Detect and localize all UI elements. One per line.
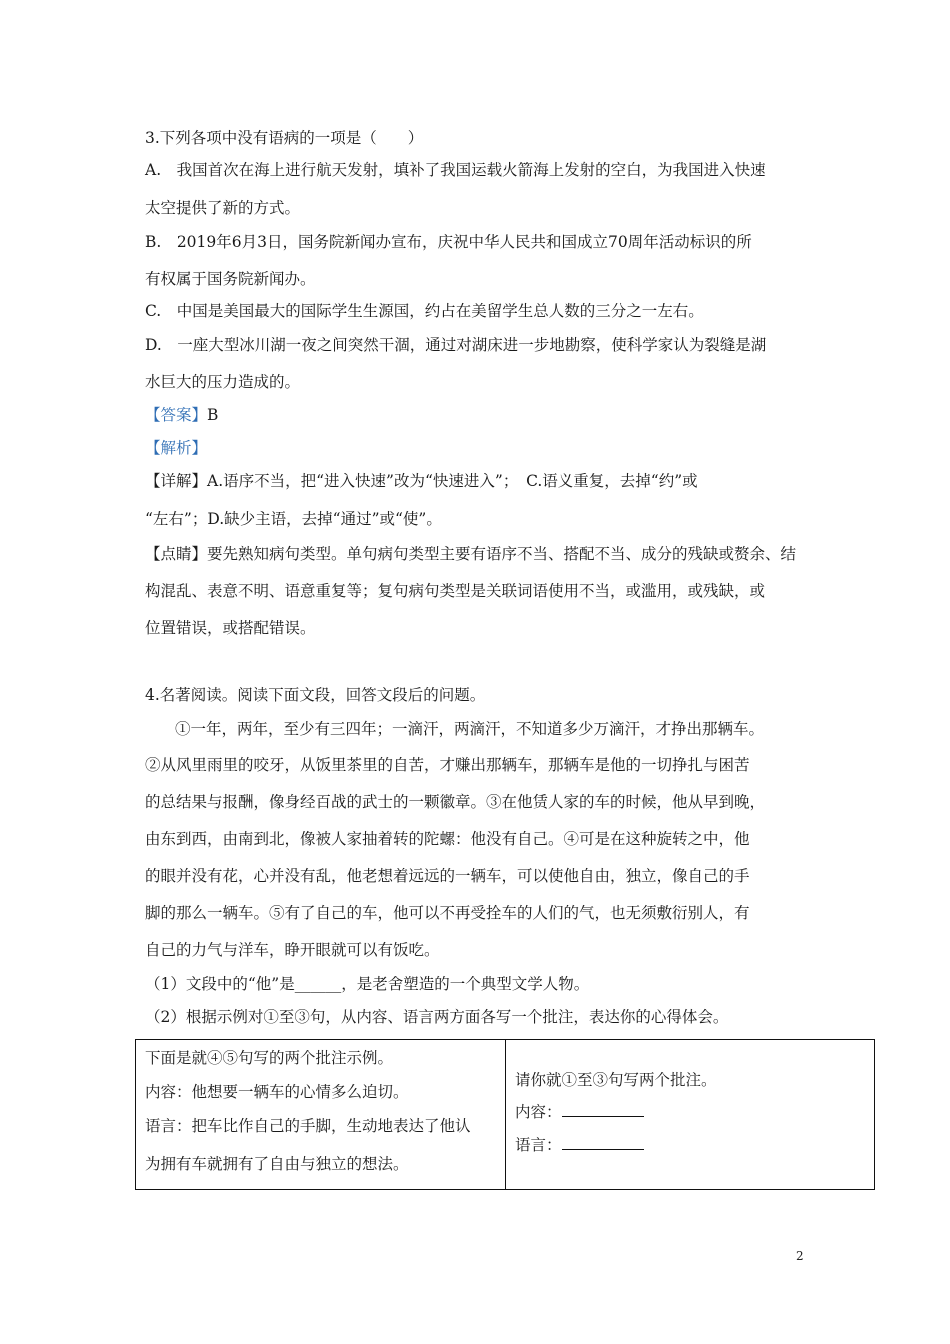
- q3-tip-line1: 【点睛】要先熟知病句类型。单句病句类型主要有语序不当、搭配不当、成分的残缺或赘余、结: [145, 545, 797, 563]
- language-answer-blank[interactable]: [562, 1135, 644, 1150]
- table-right-prompt: 请你就①至③句写两个批注。: [515, 1071, 717, 1089]
- table-right-content: [515, 1101, 644, 1123]
- content-label: 内容：: [515, 1103, 562, 1121]
- q3-tip-line2: 构混乱、表意不明、语意重复等；复句病句类型是关联词语使用不当，或滥用，或残缺，或: [145, 582, 766, 600]
- q4-passage-line2: ②从风里雨里的咬牙，从饭里茶里的自苦，才赚出那辆车，那辆车是他的一切挣扎与困苦: [145, 756, 750, 774]
- table-left-line4: 为拥有车就拥有了自由与独立的想法。: [145, 1155, 409, 1173]
- q3-stem: 3.下列各项中没有语病的一项是（ ）: [145, 129, 424, 147]
- q3-option-a-line2: 太空提供了新的方式。: [145, 199, 301, 217]
- q3-answer: [145, 404, 825, 426]
- answer-value: B: [207, 406, 219, 424]
- q4-passage-line4: 由东到西，由南到北，像被人家抽着转的陀螺：他没有自己。④可是在这种旋转之中，他: [145, 830, 750, 848]
- q4-passage-line1: ①一年，两年，至少有三四年；一滴汗，两滴汗，不知道多少万滴汗，才挣出那辆车。: [175, 720, 765, 738]
- q3-option-b-line2: 有权属于国务院新闻办。: [145, 270, 316, 288]
- q3-tip-line3: 位置错误，或搭配错误。: [145, 619, 316, 637]
- analysis-tag: 【解析】: [145, 439, 208, 457]
- table-left-line1: 下面是就④⑤句写的两个批注示例。: [145, 1049, 394, 1067]
- q4-passage-line6: 脚的那么一辆车。⑤有了自己的车，他可以不再受拴车的人们的气，也无须敷衍别人，有: [145, 904, 750, 922]
- language-label: 语言：: [515, 1136, 562, 1154]
- q4-passage-line5: 的眼并没有花，心并没有乱，他老想着远远的一辆车，可以使他自由，独立，像自己的手: [145, 867, 750, 885]
- table-left-line3: 语言：把车比作自己的手脚，生动地表达了他认: [145, 1117, 471, 1135]
- table-divider: [505, 1040, 506, 1189]
- page-number: 2: [796, 1249, 804, 1263]
- q3-option-d-line2: 水巨大的压力造成的。: [145, 373, 301, 391]
- q4-sub2: （2）根据示例对①至③句，从内容、语言两方面各写一个批注，表达你的心得体会。: [145, 1008, 729, 1026]
- q3-option-c: C. 中国是美国最大的国际学生生源国，约占在美留学生总人数的三分之一左右。: [145, 302, 704, 320]
- q3-option-a-line1: A. 我国首次在海上进行航天发射，填补了我国运载火箭海上发射的空白，为我国进入快速: [145, 161, 766, 179]
- q3-option-b-line1: B. 2019年6月3日，国务院新闻办宣布，庆祝中华人民共和国成立70周年活动标识的所: [145, 233, 752, 251]
- q4-stem: 4.名著阅读。阅读下面文段，回答文段后的问题。: [145, 686, 486, 704]
- q3-detail-line2: “左右”；D.缺少主语，去掉“通过”或“使”。: [145, 510, 442, 528]
- table-left-line2: 内容：他想要一辆车的心情多么迫切。: [145, 1083, 409, 1101]
- q3-option-d-line1: D. 一座大型冰川湖一夜之间突然干涸，通过对湖床进一步地勘察，使科学家认为裂缝是湖: [145, 336, 767, 354]
- q4-sub1: （1）文段中的“他”是______，是老舍塑造的一个典型文学人物。: [145, 975, 590, 993]
- content-answer-blank[interactable]: [562, 1102, 644, 1117]
- annotation-table: [135, 1039, 875, 1190]
- q4-passage-line3: 的总结果与报酬，像身经百战的武士的一颗徽章。③在他赁人家的车的时候，他从早到晚，: [145, 793, 766, 811]
- answer-tag: 【答案】: [145, 406, 208, 424]
- q4-passage-line7: 自己的力气与洋车，睁开眼就可以有饭吃。: [145, 941, 440, 959]
- table-right-language: [515, 1134, 644, 1156]
- q3-detail-line1: 【详解】A.语序不当，把“进入快速”改为“快速进入”； C.语义重复，去掉“约”或: [145, 472, 698, 490]
